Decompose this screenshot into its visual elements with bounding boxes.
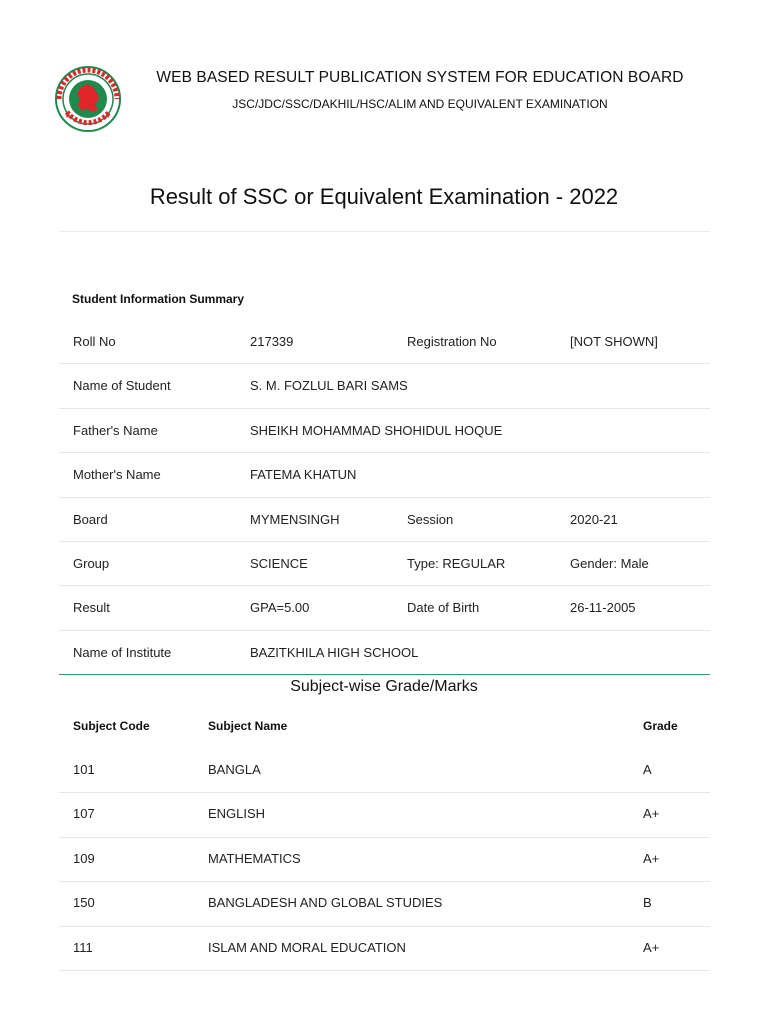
info-row-mother xyxy=(59,453,710,497)
info-value: 2020-21 xyxy=(570,511,618,527)
table-row xyxy=(59,927,710,971)
info-label: Name of Student xyxy=(73,378,171,394)
subjects-table xyxy=(59,749,710,971)
info-value: SHEIKH MOHAMMAD SHOHIDUL HOQUE xyxy=(250,422,503,438)
subject-grade: A+ xyxy=(643,806,660,822)
subject-grade: B xyxy=(643,895,652,911)
subjects-heading: Subject-wise Grade/Marks xyxy=(290,678,478,695)
subject-name: ENGLISH xyxy=(208,806,266,822)
info-value: MYMENSINGH xyxy=(250,511,340,527)
info-value: Type: REGULAR xyxy=(407,555,506,571)
info-row-institute xyxy=(59,631,710,675)
info-row-father xyxy=(59,409,710,453)
info-label: Result xyxy=(73,600,110,616)
column-header-grade: Grade xyxy=(643,719,678,733)
divider xyxy=(59,231,710,232)
subject-grade: A xyxy=(643,762,652,777)
info-label: Board xyxy=(73,511,108,527)
info-row-roll xyxy=(59,320,710,364)
info-value: SCIENCE xyxy=(250,555,308,571)
info-row-board xyxy=(59,498,710,542)
svg-text:★: ★ xyxy=(105,113,111,120)
subject-code: 109 xyxy=(73,850,95,866)
info-row-result xyxy=(59,586,710,630)
info-label: Registration No xyxy=(407,334,497,349)
subject-name: MATHEMATICS xyxy=(208,850,301,866)
column-header-name: Subject Name xyxy=(208,719,288,733)
info-value: [NOT SHOWN] xyxy=(570,334,658,349)
info-value: Gender: Male xyxy=(570,555,649,571)
info-label: Mother's Name xyxy=(73,467,161,483)
info-label: Roll No xyxy=(73,334,116,349)
subject-grade: A+ xyxy=(643,850,660,866)
subject-code: 150 xyxy=(73,895,95,911)
student-info-table xyxy=(59,320,710,675)
government-seal-icon xyxy=(53,66,123,132)
table-row xyxy=(59,882,710,926)
subject-name: BANGLA xyxy=(208,762,261,777)
info-value: S. M. FOZLUL BARI SAMS xyxy=(250,378,408,394)
header-title: WEB BASED RESULT PUBLICATION SYSTEM FOR EDUCATION BOARD xyxy=(156,69,684,86)
subject-code: 101 xyxy=(73,762,95,777)
info-row-group xyxy=(59,542,710,586)
info-value: GPA=5.00 xyxy=(250,600,310,616)
info-label: Group xyxy=(73,555,110,571)
page-header xyxy=(0,0,768,140)
header-subtitle: JSC/JDC/SSC/DAKHIL/HSC/ALIM AND EQUIVALENT EXAMINATION xyxy=(232,97,608,111)
student-info-label: Student Information Summary xyxy=(72,292,245,306)
page-title: Result of SSC or Equivalent Examination - 2022 xyxy=(149,184,619,209)
column-header-code: Subject Code xyxy=(73,719,150,733)
info-label: Father's Name xyxy=(73,422,158,438)
svg-text:★: ★ xyxy=(65,113,71,120)
subject-name: BANGLADESH AND GLOBAL STUDIES xyxy=(208,895,443,911)
table-row xyxy=(59,749,710,793)
subject-code: 107 xyxy=(73,806,95,822)
subject-grade: A+ xyxy=(643,939,660,955)
subject-name: ISLAM AND MORAL EDUCATION xyxy=(208,939,406,955)
info-row-name xyxy=(59,364,710,408)
info-label: Name of Institute xyxy=(73,644,172,660)
subjects-table-header xyxy=(59,718,710,738)
info-value: 217339 xyxy=(250,334,294,349)
table-row xyxy=(59,793,710,837)
info-label: Date of Birth xyxy=(407,600,480,616)
table-row xyxy=(59,838,710,882)
info-value: BAZITKHILA HIGH SCHOOL xyxy=(250,644,419,660)
subject-code: 111 xyxy=(73,939,93,955)
info-label: Session xyxy=(407,511,454,527)
info-value: FATEMA KHATUN xyxy=(250,467,357,483)
info-value: 26-11-2005 xyxy=(570,600,636,616)
